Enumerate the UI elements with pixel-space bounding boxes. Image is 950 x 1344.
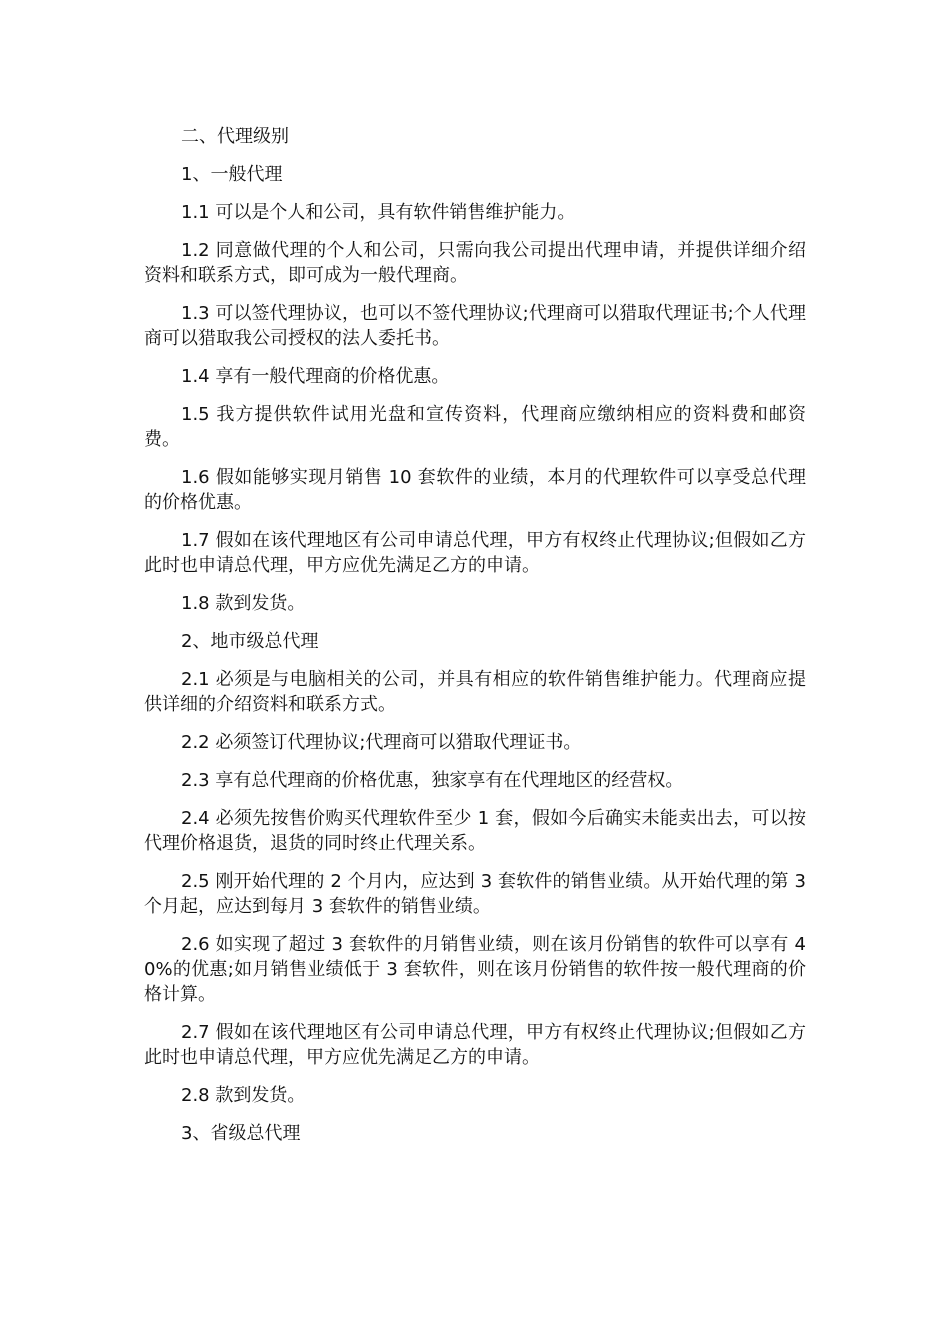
subsection-heading-city-agent: 2、地市级总代理 (181, 631, 319, 652)
clause-1-7: 1.7 假如在该代理地区有公司申请总代理，甲方有权终止代理协议;但假如乙方此时也申请总代理，甲方应优先满足乙方的申请。 (144, 530, 806, 576)
clause-1-3: 1.3 可以签代理协议，也可以不签代理协议;代理商可以猎取代理证书;个人代理商可以猎取我公司授权的法人委托书。 (144, 303, 806, 349)
clause-1-4: 1.4 享有一般代理商的价格优惠。 (181, 366, 450, 387)
clause-2-2: 2.2 必须签订代理协议;代理商可以猎取代理证书。 (181, 732, 582, 753)
document-body (144, 124, 806, 1159)
clause-2-4: 2.4 必须先按售价购买代理软件至少 1 套，假如今后确实未能卖出去，可以按代理价格退货，退货的同时终止代理关系。 (144, 808, 806, 854)
clause-1-2: 1.2 同意做代理的个人和公司，只需向我公司提出代理申请，并提供详细介绍资料和联系方式，即可成为一般代理商。 (144, 240, 806, 286)
clause-2-7: 2.7 假如在该代理地区有公司申请总代理，甲方有权终止代理协议;但假如乙方此时也申请总代理，甲方应优先满足乙方的申请。 (144, 1022, 806, 1068)
clause-2-5: 2.5 刚开始代理的 2 个月内，应达到 3 套软件的销售业绩。从开始代理的第 3 个月起，应达到每月 3 套软件的销售业绩。 (144, 871, 806, 917)
clause-2-8: 2.8 款到发货。 (181, 1085, 306, 1106)
clause-1-1: 1.1 可以是个人和公司，具有软件销售维护能力。 (181, 202, 576, 223)
subsection-heading-general-agent: 1、一般代理 (181, 164, 283, 185)
clause-2-6: 2.6 如实现了超过 3 套软件的月销售业绩，则在该月份销售的软件可以享有 40%的优惠;如月销售业绩低于 3 套软件，则在该月份销售的软件按一般代理商的价格计算。 (144, 934, 806, 1005)
clause-1-8: 1.8 款到发货。 (181, 593, 306, 614)
clause-2-1: 2.1 必须是与电脑相关的公司，并具有相应的软件销售维护能力。代理商应提供详细的介绍资料和联系方式。 (144, 669, 806, 715)
section-heading-agent-levels: 二、代理级别 (181, 126, 289, 147)
clause-1-5: 1.5 我方提供软件试用光盘和宣传资料，代理商应缴纳相应的资料费和邮资费。 (144, 404, 806, 450)
subsection-heading-province-agent: 3、省级总代理 (181, 1123, 301, 1144)
clause-2-3: 2.3 享有总代理商的价格优惠，独家享有在代理地区的经营权。 (181, 770, 684, 791)
clause-1-6: 1.6 假如能够实现月销售 10 套软件的业绩，本月的代理软件可以享受总代理的价格优惠。 (144, 467, 806, 513)
